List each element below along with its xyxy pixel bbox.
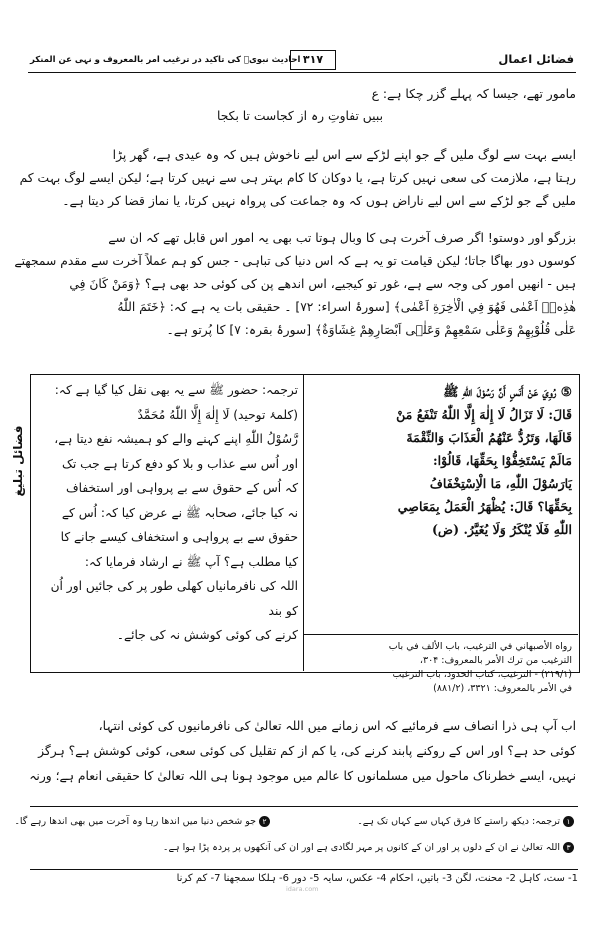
para1-line: رہتا ہے، ملازمت کی سعی نہیں کرتا ہے، یا دوکان کا کام بہتر ہی سے نہیں کرتا ہے؛ لیکن ایسے لوگ بہت کم: [19, 171, 576, 185]
translation-line: ترجمہ: حضور ﷺ سے یہ بھی نقل کیا گیا ہے کہ:: [54, 383, 298, 397]
footnote-number: ۳: [563, 842, 574, 853]
translation-line: حقوق سے بے پرواہی و استخفاف کیسے جانے کا: [60, 530, 298, 544]
translation-line: نہ کیا جائے، صحابہ ﷺ نے عرض کیا کہ: اُس کے: [61, 505, 298, 520]
footnote: [357, 816, 574, 827]
reference-line: في الأمر بالمعروف: ۳۳۲۱، (۸۸۱/۲): [433, 683, 572, 694]
intro-line: مامور تھے، جیسا کہ پہلے گزر چکا ہے: ع: [371, 87, 576, 101]
footnote-text: اللہ تعالیٰ نے ان کے دلوں پر اور ان کے کانوں پر مہر لگادی ہے اور ان کی آنکھوں پر پردہ پڑا ہوا ہے۔: [162, 842, 560, 853]
footnote-text: جو شخص دنیا میں اندھا رہا وہ آخرت میں بھی اندھا رہے گا۔: [14, 816, 256, 827]
reference-line: (۲۱۹/۱) - الترغيب، كتاب الحدود، باب الترغيب: [392, 669, 572, 680]
footnote-number: ۲: [259, 816, 270, 827]
translation-line: کرنے کی کوئی کوشش نہ کی جائے۔: [116, 628, 298, 642]
footnote-text: ترجمہ: دیکھ راستے کا فرق کہاں سے کہاں تک ہے۔: [357, 816, 560, 827]
translation-line: اور اُس سے عذاب و بلا کو دفع کرتا ہے جب تک: [61, 456, 298, 471]
reference-line: الترغيب من ترك الأمر بالمعروف: ۳۰۴،: [419, 655, 572, 666]
glossary-line: 1- ست، کاہل 2- محنت، لگن 3- باتیں، احکام 4- عکس، سایہ 5- دور 6- ہلکا سمجھنا 7- کم کرنا: [176, 873, 578, 884]
persian-verse: ببیں تفاوتِ رہ از کجاست تا بکجا: [216, 109, 384, 123]
para2-line: عَلٰى قُلُوْبِهِمْ وَعَلٰى سَمْعِهِمْ وَعَلٰۤى اَبْصَارِهِمْ غِشَاوَةٌ﴾ [سورۂ بقرہ: ۷] کا پُرتو ہے۔: [166, 323, 576, 337]
para2-line: ہیں - انھیں امور کی وجہ سے ہے، غور تو کیجیے، اس اندھے پن کی کوئی حد بھی ہے؟ ﴿وَمَنْ كَانَ فِي: [69, 277, 576, 291]
chapter-title: احادیث نبویؐ کی تاکید در ترغیب امر بالمعروف و نہی عن المنکر: [30, 55, 301, 65]
para3-line: کوئی حد ہے؟ اور اس کے روکنے پابند کرنے کی، یا کم از کم تقلیل کی کوئی سعی، کوئی کوشش ہے؟ ہرگز: [38, 744, 576, 758]
header-rule: [28, 72, 576, 73]
translation-line: اللہ کی نافرمانیاں کھلی طور پر کی جائیں اور اُن کو بند: [50, 579, 298, 618]
footnote: [163, 842, 574, 853]
footnote: [14, 816, 270, 827]
para2-line: هٰذِهٖۤ اَعْمٰى فَهُوَ فِي الْاٰخِرَةِ اَعْمٰى﴾ [سورۂ اسراء: ۷۲] ۔ حقیقی بات یہ ہے کہ: ﴿خَتَمَ اللّٰهُ: [117, 300, 576, 314]
para1-line: ملیں گے جو لڑکے سے اس لیے ناراض ہوں کہ وہ جماعت کی پرواہ نہیں کرتا، یا نماز قضا کر دیتا ہے۔: [62, 194, 576, 208]
translation-line: رَّسُوْلُ اللّٰهِ اپنے کہنے والے کو ہمیشہ نفع دیتا ہے،: [54, 432, 298, 446]
side-label-text: فضائل تبلیغ: [11, 425, 25, 497]
hadith-translation: [38, 378, 298, 648]
hadith-arabic-line: مَالَمْ يَسْتَخِفُّوْا بِحَقِّهَا، قَالُوْا:: [432, 453, 572, 468]
hadith-arabic-line: قَالَهَا، وَتَرُدُّ عَنْهُمُ الْعَذَابَ وَالنِّقْمَةَ: [406, 430, 572, 445]
translation-line: (کلمۂ توحید) لَا إِلٰهَ إِلَّا اللّٰهُ مُحَمَّدٌ: [137, 407, 298, 422]
para2-line: بزرگو اور دوستو! اگر صرف آخرت ہی کا وبال ہوتا تب بھی یہ امور اس قابل تھے کہ ان سے: [108, 231, 576, 245]
page-header: [28, 48, 576, 74]
footnote-rule: [30, 806, 578, 807]
hadith-arabic-line: قَالَ: لَا تَزَالُ لَا إِلٰهَ إِلَّا اللّٰهُ تَنْفَعُ مَنْ: [396, 407, 572, 422]
page-number: ۳۱۷: [290, 50, 336, 70]
translation-line: کیا مطلب ہے؟ آپ ﷺ نے ارشاد فرمایا کہ:: [84, 554, 298, 569]
reference-line: رواه الأصبهاني في الترغيب، باب الألف في باب: [388, 641, 572, 652]
hadith-arabic-line: بِحَقِّهَا؟ قَالَ: يُظْهَرُ الْعَمَلُ بِمَعَاصِي: [397, 499, 572, 514]
side-section-label: [8, 390, 28, 540]
watermark: idara.com: [286, 885, 319, 893]
hadith-arabic-line: يَارَسُوْلَ اللّٰهِ، مَا الْاِسْتِخْفَافُ: [429, 476, 572, 491]
reference-rule: [303, 634, 578, 635]
para2-line: کوسوں دور بھاگا جاتا؛ لیکن قیامت تو یہ ہے کہ اس دنیا کی تباہی - جس کو ہم عملاً آخرت سے مقدم سمجھتے: [14, 254, 576, 268]
para3-line: اب آپ ہی ذرا انصاف سے فرمائیے کہ اس زمانے میں اللہ تعالیٰ کی نافرمانیوں کی کوئی انتہا،: [98, 719, 576, 733]
para1-line: ایسے بہت سے لوگ ملیں گے جو اپنے لڑکے سے اس لیے ناخوش ہیں کہ وہ عیدی ہے، گھر پڑا: [112, 148, 576, 162]
translation-line: کہ اُس کے حقوق سے بے پرواہی اور استخفاف: [66, 481, 298, 495]
hadith-arabic-line: اللّٰهِ فَلَا يُنْكَرُ وَلَا يُغَيَّرُ. (ض): [431, 522, 572, 537]
footnote-number: ۱: [563, 816, 574, 827]
hadith-column-divider: [303, 374, 304, 671]
para3-line: نہیں، ایسے خطرناک ماحول میں مسلمانوں کا عالم میں موجود ہونا ہی اللہ تعالیٰ کا حقیقی انعام ہے؛ ورنہ: [29, 769, 576, 783]
hadith-reference: [310, 640, 572, 696]
glossary-rule: [30, 869, 578, 870]
hadith-arabic-text: [310, 380, 572, 541]
hadith-arabic-line: ⑤ رُوِيَ عَنْ أَنَسٍ أَنَّ رَسُوْلَ اللّٰهِ ﷺ: [443, 384, 572, 399]
book-title: فضائل اعمال: [498, 52, 574, 66]
